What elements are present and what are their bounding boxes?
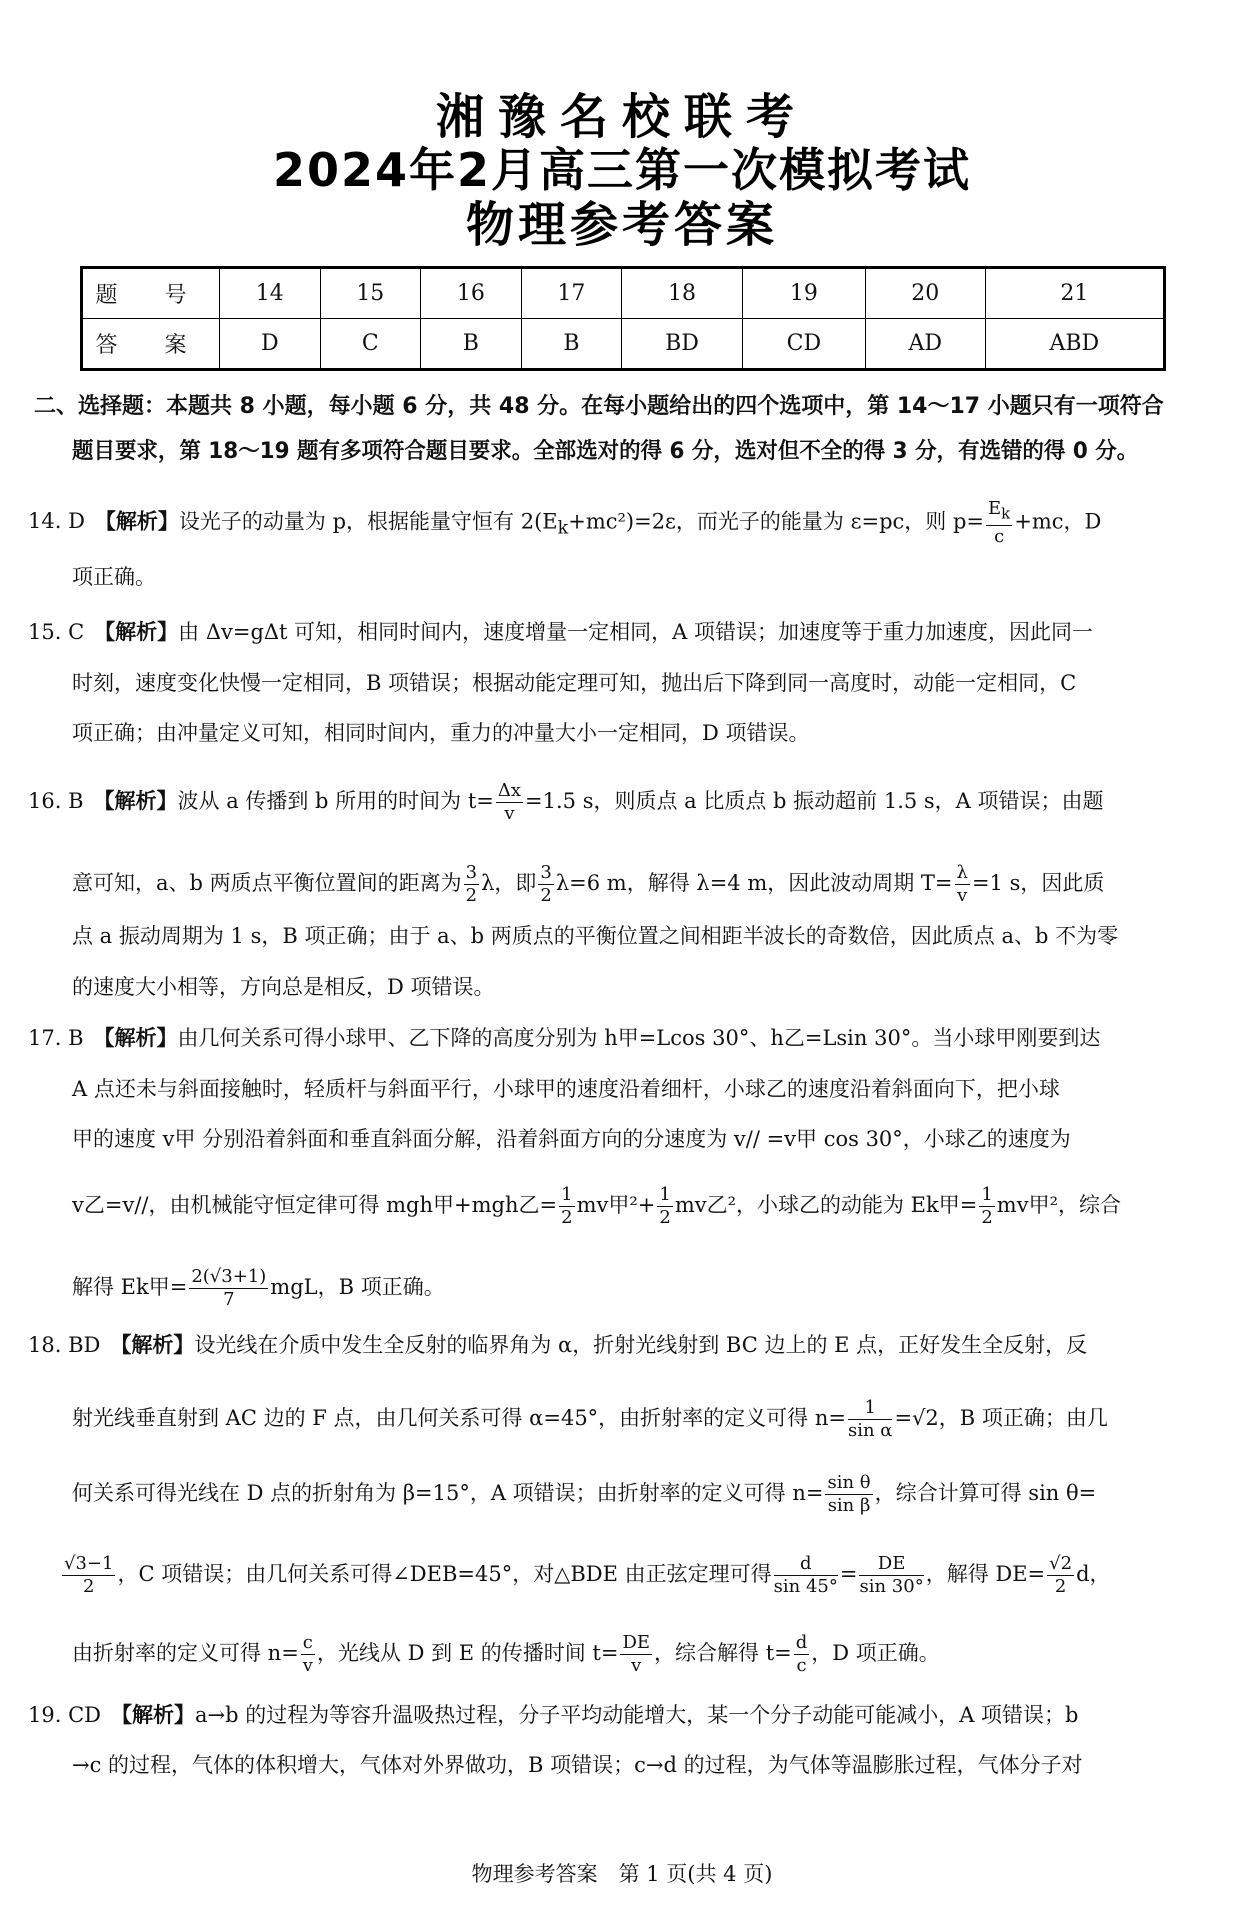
q18-line-2: 射光线垂直射到 AC 边的 F 点，由几何关系可得 α=45°，由折射率的定义可得 n= $\frac{1}{\text{sin α}}$ =√2，B 项正确；由几 <box>72 1397 1108 1441</box>
q17-number: 17. B <box>28 1026 84 1050</box>
q18-line-3: 何关系可得光线在 D 点的折射角为 β=15°，A 项错误；由折射率的定义可得 n= $\frac{\text{sin θ}}{\text{sin β}}$ ，综合计算可得 sin θ= <box>72 1472 1097 1516</box>
exam-org-title: 湘豫名校联考 <box>435 89 808 145</box>
analysis-tag: 【解析】 <box>94 620 179 644</box>
answer-cell: B <box>421 319 522 370</box>
answer-cell: ABD <box>985 319 1164 370</box>
fraction: $\frac{1}{2}$ <box>659 1184 671 1228</box>
q19-line-1: 19. CD 【解析】a→b 的过程为等容升温吸热过程，分子平均动能增大，某一个分子动能可能减小，A 项错误；b <box>28 1703 1079 1727</box>
fraction: $\frac{2(√3+1)}{7}$ <box>191 1266 267 1310</box>
row-label: 答 案 <box>82 319 220 370</box>
question-number: 14 <box>220 268 321 319</box>
answer-cell: CD <box>742 319 865 370</box>
q14-line-1: 14. D 【解析】设光子的动量为 p，根据能量守恒有 $2(E_k+mc^2)=2\varepsilon$，而光子的能量为 ε=pc，则 p= $\frac{E_k}{c}$ +mc，D <box>28 498 1102 547</box>
q17-line-1: 17. B 【解析】由几何关系可得小球甲、乙下降的高度分别为 h甲=Lcos 30°、h乙=Lsin 30°。当小球甲刚要到达 <box>28 1026 1101 1050</box>
q15-number: 15. C <box>28 620 85 644</box>
analysis-tag: 【解析】 <box>93 789 178 813</box>
q16-line-2: 意可知，a、b 两质点平衡位置间的距离为 $\frac{3}{2}$ λ，即 $\frac{3}{2}$ λ=6 m，解得 λ=4 m，因此波动周期 T= $\frac{\lambda}{v}$ =1 s，因此质 <box>72 862 1105 906</box>
exam-name-title: 2024年2月高三第一次模拟考试 <box>272 143 972 197</box>
q18-line-1: 18. BD 【解析】设光线在介质中发生全反射的临界角为 α，折射光线射到 BC 边上的 E 点，正好发生全反射，反 <box>28 1333 1088 1357</box>
fraction: $\frac{d}{c}$ <box>795 1632 808 1676</box>
answer-table <box>80 266 1166 371</box>
analysis-tag: 【解析】 <box>110 1333 195 1357</box>
question-number: 17 <box>521 268 622 319</box>
q16-line-1: 16. B 【解析】波从 a 传播到 b 所用的时间为 t= $\frac{\Delta x}{v}$ =1.5 s，则质点 a 比质点 b 振动超前 1.5 s，A 项错误；由题 <box>28 780 1104 824</box>
answer-cell: AD <box>865 319 985 370</box>
q16-line-4: 的速度大小相等，方向总是相反，D 项错误。 <box>72 975 495 999</box>
fraction: $\frac{1}{2}$ <box>981 1184 993 1228</box>
q17-line-5: 解得 Ek甲= $\frac{2(√3+1)}{7}$ mgL，B 项正确。 <box>72 1266 445 1310</box>
q14-number: 14. D <box>28 509 85 534</box>
fraction: $\frac{1}{\text{sin α}}$ <box>847 1397 893 1441</box>
fraction: $\frac{\lambda}{v}$ <box>956 862 968 906</box>
q19-number: 19. CD <box>28 1703 101 1727</box>
fraction: $\frac{√3-1}{2}$ <box>64 1553 114 1597</box>
q15-line-1: 15. C 【解析】由 Δv=gΔt 可知，相同时间内，速度增量一定相同，A 项错误；加速度等于重力加速度，因此同一 <box>28 620 1094 644</box>
q17-line-4: v乙=v//，由机械能守恒定律可得 mgh甲+mgh乙= $\frac{1}{2}$ mv甲²+ $\frac{1}{2}$ mv乙²，小球乙的动能为 Ek甲= $\frac{1}{2}$ mv甲²，综合 <box>72 1184 1121 1228</box>
q18-line-4: $\frac{√3-1}{2}$ ，C 项错误；由几何关系可得∠DEB=45°，对△BDE 由正弦定理可得 $\frac{d}{\sin 45^\circ}$ = $\frac{DE}{\sin 30^\circ}$ ，解得 DE= $\frac{√2}{2}$ d， <box>64 1553 1111 1597</box>
q16-line-3: 点 a 振动周期为 1 s，B 项正确；由于 a、b 两质点的平衡位置之间相距半波长的奇数倍，因此质点 a、b 不为零 <box>72 924 1119 948</box>
q15-line-3: 项正确；由冲量定义可知，相同时间内，重力的冲量大小一定相同，D 项错误。 <box>72 721 810 745</box>
answer-cell: B <box>521 319 622 370</box>
q17-line-3: 甲的速度 v甲 分别沿着斜面和垂直斜面分解，沿着斜面方向的分速度为 v// =v甲 cos 30°，小球乙的速度为 <box>72 1127 1071 1151</box>
fraction: $\frac{3}{2}$ <box>540 862 552 906</box>
analysis-tag: 【解析】 <box>94 509 179 534</box>
row-label: 题 号 <box>82 268 220 319</box>
answer-row <box>82 319 1165 370</box>
answer-cell: C <box>320 319 421 370</box>
question-number: 20 <box>865 268 985 319</box>
q14-line-2: 项正确。 <box>72 565 156 589</box>
fraction: $\frac{1}{2}$ <box>561 1184 573 1228</box>
q18-number: 18. BD <box>28 1333 101 1357</box>
answer-cell: D <box>220 319 321 370</box>
question-number-row <box>82 268 1165 319</box>
fraction: $\frac{DE}{v}$ <box>622 1632 651 1676</box>
fraction: $\frac{\Delta x}{v}$ <box>497 780 522 824</box>
question-number: 18 <box>622 268 743 319</box>
fraction: $\frac{d}{\sin 45^\circ}$ <box>773 1553 838 1597</box>
section-instructions-line-1: 二、选择题：本题共 8 小题，每小题 6 分，共 48 分。在每小题给出的四个选项中，第 14～17 小题只有一项符合 <box>34 394 1164 419</box>
question-number: 16 <box>421 268 522 319</box>
question-number: 19 <box>742 268 865 319</box>
q16-number: 16. B <box>28 789 84 813</box>
q18-line-5: 由折射率的定义可得 n= $\frac{c}{v}$ ，光线从 D 到 E 的传播时间 t= $\frac{DE}{v}$ ，综合解得 t= $\frac{d}{c}$ ，D 项正确。 <box>72 1632 940 1676</box>
q17-line-2: A 点还未与斜面接触时，轻质杆与斜面平行，小球甲的速度沿着细杆，小球乙的速度沿着斜面向下，把小球 <box>72 1077 1060 1101</box>
q19-line-2: →c 的过程，气体的体积增大，气体对外界做功，B 项错误；c→d 的过程，为气体等温膨胀过程，气体分子对 <box>72 1753 1083 1777</box>
answer-key-title: 物理参考答案 <box>465 197 778 253</box>
page-footer: 物理参考答案 第 1 页(共 4 页) <box>471 1862 773 1886</box>
fraction: $\frac{c}{v}$ <box>302 1632 313 1676</box>
answer-cell: BD <box>622 319 743 370</box>
fraction: $\frac{3}{2}$ <box>465 862 478 906</box>
fraction: $\frac{\text{sin θ}}{\text{sin β}}$ <box>827 1472 871 1516</box>
section-instructions-line-2: 题目要求，第 18～19 题有多项符合题目要求。全部选对的得 6 分，选对但不全的得 3 分，有选错的得 0 分。 <box>72 439 1139 464</box>
analysis-tag: 【解析】 <box>110 1703 195 1727</box>
q15-line-2: 时刻，速度变化快慢一定相同，B 项错误；根据动能定理可知，抛出后下降到同一高度时，动能一定相同，C <box>72 671 1077 695</box>
fraction: $\frac{E_k}{c}$ <box>988 498 1011 547</box>
fraction: $\frac{√2}{2}$ <box>1049 1553 1073 1597</box>
analysis-tag: 【解析】 <box>93 1026 178 1050</box>
fraction: $\frac{DE}{\sin 30^\circ}$ <box>859 1553 924 1597</box>
question-number: 21 <box>985 268 1164 319</box>
question-number: 15 <box>320 268 421 319</box>
